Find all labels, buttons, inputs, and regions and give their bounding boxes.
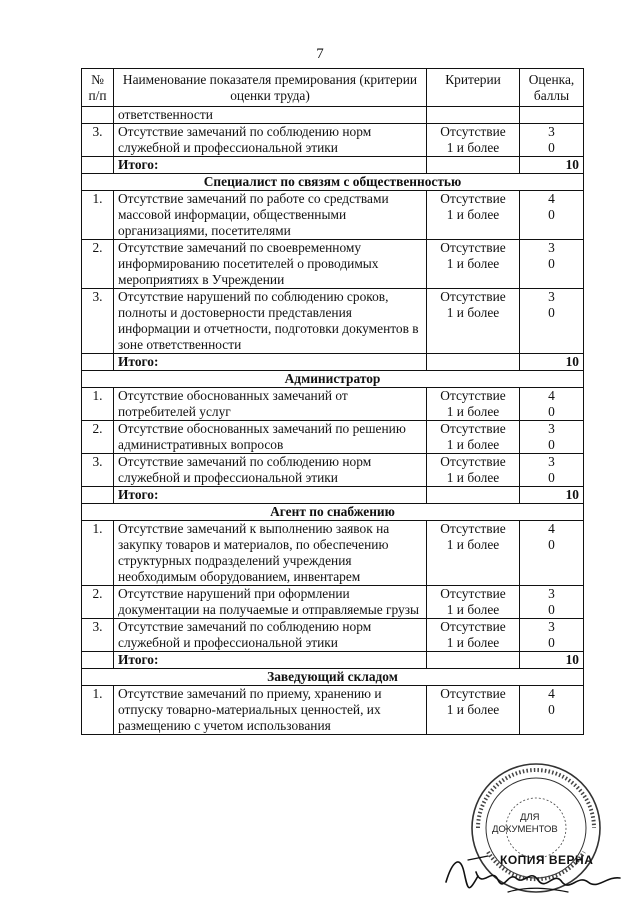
criteria-value: 1 и более [446, 404, 500, 419]
table-row [82, 388, 584, 421]
row-number: 1. [82, 686, 114, 735]
criteria-value: 1 и более [446, 207, 500, 222]
indicator-name: Отсутствие нарушений по соблюдению сроков, полноты и достоверности представления информации и отчетности, подготовки документов в зоне ответственности [114, 289, 427, 354]
criteria-cell [427, 107, 520, 124]
bonus-criteria-table [81, 68, 584, 735]
indicator-name: Отсутствие замечаний по приему, хранению и отпуску товарно-материальных ценностей, их размещению с учетом использования [114, 686, 427, 735]
total-label: Итого: [114, 652, 427, 669]
row-number: 1. [82, 191, 114, 240]
criteria-value: Отсутствие [440, 586, 506, 601]
score-cell [520, 586, 584, 619]
score-cell [520, 107, 584, 124]
score-cell [520, 686, 584, 735]
total-row [82, 354, 584, 371]
table-row [82, 107, 584, 124]
total-row [82, 652, 584, 669]
criteria-value: 1 и более [446, 537, 500, 552]
criteria-value: Отсутствие [440, 289, 506, 304]
score-value: 0 [548, 207, 555, 222]
table-body [82, 107, 584, 735]
criteria-value: 1 и более [446, 602, 500, 617]
row-number: 1. [82, 388, 114, 421]
section-title: Заведующий складом [82, 669, 584, 686]
header-criteria: Критерии [427, 69, 520, 107]
score-value: 3 [548, 124, 555, 139]
table-row [82, 421, 584, 454]
section-title: Агент по снабжению [82, 504, 584, 521]
table-row [82, 521, 584, 586]
criteria-value: Отсутствие [440, 686, 506, 701]
section-row [82, 371, 584, 388]
criteria-cell [427, 191, 520, 240]
score-value: 0 [548, 537, 555, 552]
score-cell [520, 240, 584, 289]
total-criteria-cell [427, 157, 520, 174]
table-row [82, 240, 584, 289]
criteria-value: Отсутствие [440, 240, 506, 255]
score-cell [520, 191, 584, 240]
total-label: Итого: [114, 487, 427, 504]
criteria-value: Отсутствие [440, 521, 506, 536]
indicator-name: Отсутствие замечаний по своевременному информированию посетителей о проводимых мероприятиях в Учреждении [114, 240, 427, 289]
total-value: 10 [520, 652, 584, 669]
table-row [82, 586, 584, 619]
total-num-cell [82, 487, 114, 504]
criteria-value: Отсутствие [440, 388, 506, 403]
score-value: 0 [548, 470, 555, 485]
criteria-value: Отсутствие [440, 421, 506, 436]
indicator-name: Отсутствие замечаний по работе со средствами массовой информации, общественными организациями, посетителями [114, 191, 427, 240]
header-score: Оценка, баллы [520, 69, 584, 107]
criteria-cell [427, 686, 520, 735]
criteria-value: Отсутствие [440, 191, 506, 206]
score-value: 3 [548, 454, 555, 469]
total-num-cell [82, 157, 114, 174]
section-row [82, 174, 584, 191]
criteria-cell [427, 586, 520, 619]
row-number: 3. [82, 454, 114, 487]
score-value: 4 [548, 388, 555, 403]
total-value: 10 [520, 487, 584, 504]
score-value: 0 [548, 602, 555, 617]
section-row [82, 504, 584, 521]
score-cell [520, 421, 584, 454]
criteria-value: 1 и более [446, 470, 500, 485]
total-value: 10 [520, 354, 584, 371]
score-value: 3 [548, 289, 555, 304]
indicator-name: ответственности [114, 107, 427, 124]
section-title: Администратор [82, 371, 584, 388]
header-num: № п/п [82, 69, 114, 107]
criteria-value: 1 и более [446, 437, 500, 452]
page-number: 7 [316, 46, 324, 62]
table-row [82, 619, 584, 652]
indicator-name: Отсутствие нарушений при оформлении документации на получаемые и отправляемые грузы [114, 586, 427, 619]
row-number [82, 107, 114, 124]
section-title: Специалист по связям с общественностью [82, 174, 584, 191]
criteria-cell [427, 124, 520, 157]
stamp-label-line1: ДЛЯ [520, 812, 540, 823]
score-cell [520, 521, 584, 586]
score-cell [520, 388, 584, 421]
score-value: 3 [548, 421, 555, 436]
score-value: 0 [548, 404, 555, 419]
score-value: 0 [548, 635, 555, 650]
total-label: Итого: [114, 157, 427, 174]
indicator-name: Отсутствие замечаний к выполнению заявок на закупку товаров и материалов, по обеспечению структурных подразделений учреждения необходимым оборудованием, инвентарем [114, 521, 427, 586]
criteria-value: Отсутствие [440, 619, 506, 634]
total-criteria-cell [427, 354, 520, 371]
score-value: 0 [548, 437, 555, 452]
criteria-value: 1 и более [446, 702, 500, 717]
score-value: 4 [548, 686, 555, 701]
criteria-value: Отсутствие [440, 124, 506, 139]
table-row [82, 191, 584, 240]
indicator-name: Отсутствие замечаний по соблюдению норм служебной и профессиональной этики [114, 454, 427, 487]
indicator-name: Отсутствие обоснованных замечаний по решению административных вопросов [114, 421, 427, 454]
criteria-value: 1 и более [446, 305, 500, 320]
row-number: 2. [82, 586, 114, 619]
score-value: 0 [548, 256, 555, 271]
score-value: 0 [548, 140, 555, 155]
criteria-cell [427, 240, 520, 289]
row-number: 2. [82, 240, 114, 289]
table-row [82, 686, 584, 735]
score-cell [520, 454, 584, 487]
total-num-cell [82, 354, 114, 371]
total-criteria-cell [427, 487, 520, 504]
score-value: 3 [548, 240, 555, 255]
total-criteria-cell [427, 652, 520, 669]
row-number: 1. [82, 521, 114, 586]
criteria-value: 1 и более [446, 256, 500, 271]
criteria-value: 1 и более [446, 635, 500, 650]
table-row [82, 454, 584, 487]
table-header-row [82, 69, 584, 107]
score-value: 3 [548, 619, 555, 634]
criteria-cell [427, 388, 520, 421]
score-value: 0 [548, 702, 555, 717]
score-value: 4 [548, 521, 555, 536]
table-row [82, 289, 584, 354]
criteria-cell [427, 619, 520, 652]
criteria-cell [427, 289, 520, 354]
criteria-cell [427, 454, 520, 487]
criteria-value: Отсутствие [440, 454, 506, 469]
row-number: 2. [82, 421, 114, 454]
total-label: Итого: [114, 354, 427, 371]
total-value: 10 [520, 157, 584, 174]
score-cell [520, 289, 584, 354]
handwritten-signature [438, 842, 628, 900]
score-cell [520, 619, 584, 652]
score-value: 0 [548, 305, 555, 320]
indicator-name: Отсутствие замечаний по соблюдению норм служебной и профессиональной этики [114, 619, 427, 652]
criteria-value: 1 и более [446, 140, 500, 155]
total-row [82, 157, 584, 174]
stamp-label-line2: ДОКУМЕНТОВ [492, 824, 558, 835]
total-row [82, 487, 584, 504]
row-number: 3. [82, 289, 114, 354]
criteria-cell [427, 521, 520, 586]
indicator-name: Отсутствие замечаний по соблюдению норм служебной и профессиональной этики [114, 124, 427, 157]
score-value: 3 [548, 586, 555, 601]
score-cell [520, 124, 584, 157]
table-row [82, 124, 584, 157]
header-name: Наименование показателя премирования (критерии оценки труда) [114, 69, 427, 107]
indicator-name: Отсутствие обоснованных замечаний от потребителей услуг [114, 388, 427, 421]
row-number: 3. [82, 619, 114, 652]
copy-mark-stamp: КОПИЯ ВЕРНА [500, 853, 594, 867]
section-row [82, 669, 584, 686]
score-value: 4 [548, 191, 555, 206]
total-num-cell [82, 652, 114, 669]
row-number: 3. [82, 124, 114, 157]
criteria-cell [427, 421, 520, 454]
